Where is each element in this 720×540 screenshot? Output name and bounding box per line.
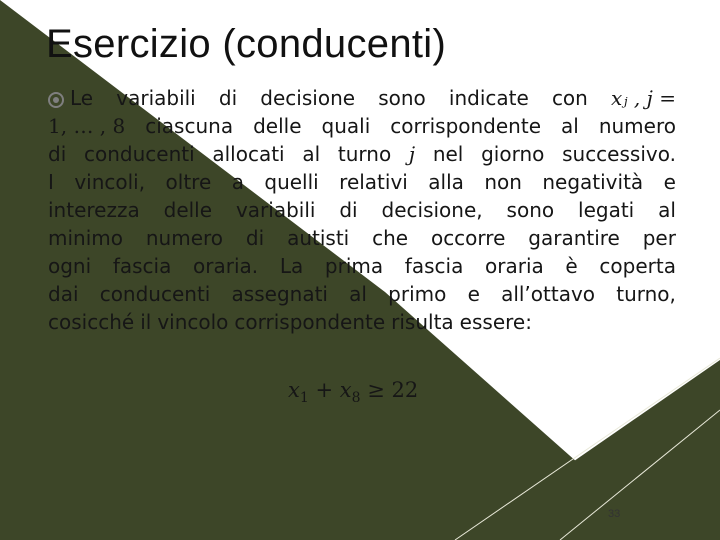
word: di (218, 86, 238, 110)
word: essere: (459, 310, 532, 334)
word: variabili (235, 198, 316, 222)
word: occorre (430, 226, 506, 250)
word: vincoli, (74, 170, 146, 194)
math-variable: xⱼ , j = (611, 86, 676, 110)
word: assegnati (231, 282, 328, 306)
slide-title: Esercizio (conducenti) (46, 22, 447, 66)
word: sono (506, 198, 555, 222)
word: oraria (485, 254, 544, 278)
equation-subscript: 1 (299, 390, 309, 407)
word: che (372, 226, 409, 250)
word: Le (70, 86, 94, 110)
word: e (467, 282, 480, 306)
word: al (658, 198, 676, 222)
word: al (349, 282, 367, 306)
paragraph-line (48, 224, 676, 252)
word: coperta (599, 254, 676, 278)
word: numero (598, 114, 676, 138)
word: successivo. (562, 142, 676, 166)
word: e (663, 170, 676, 194)
word: fascia (404, 254, 464, 278)
word: per (642, 226, 676, 250)
word: La (279, 254, 304, 278)
math-variable: j (408, 142, 416, 166)
word: variabili (116, 86, 196, 110)
word: quelli (264, 170, 319, 194)
word: al (561, 114, 579, 138)
word: interezza (48, 198, 140, 222)
paragraph-line (48, 280, 676, 308)
equation-subscript: 8 (351, 390, 361, 407)
word: è (565, 254, 578, 278)
word: relativi (339, 170, 408, 194)
word: delle (163, 198, 213, 222)
paragraph-line (48, 168, 676, 196)
word: cosicché (48, 310, 135, 334)
word: minimo (48, 226, 123, 250)
word: decisione, (381, 198, 483, 222)
word: ogni (48, 254, 92, 278)
word: di (48, 142, 67, 166)
word: al (302, 142, 321, 166)
equation-relation: ≥ (367, 378, 385, 402)
word: numero (145, 226, 224, 250)
word: oltre (165, 170, 212, 194)
word: vincolo (157, 310, 229, 334)
word: nel (432, 142, 464, 166)
word: corrispondente (390, 114, 541, 138)
word: all’ottavo (501, 282, 596, 306)
word: ciascuna (145, 114, 234, 138)
paragraph-line (48, 112, 676, 140)
page-number: 33 (608, 508, 621, 520)
word: indicate (448, 86, 529, 110)
word: turno (337, 142, 392, 166)
equation-variable: x (288, 378, 300, 402)
word: oraria. (193, 254, 259, 278)
word: non (484, 170, 522, 194)
word: decisione (260, 86, 356, 110)
word: il (140, 310, 152, 334)
word: prima (324, 254, 384, 278)
word: garantire (528, 226, 620, 250)
word: con (551, 86, 588, 110)
word: negatività (542, 170, 644, 194)
word: fascia (112, 254, 172, 278)
word: risulta (391, 310, 454, 334)
word: corrispondente (234, 310, 386, 334)
word: quali (321, 114, 371, 138)
word: allocati (212, 142, 285, 166)
word: giorno (481, 142, 545, 166)
paragraph-line (48, 252, 676, 280)
paragraph-line (48, 196, 676, 224)
word: primo (388, 282, 447, 306)
paragraph-line (48, 140, 676, 168)
math-range: 1, … , 8 (48, 114, 126, 138)
word: a (231, 170, 244, 194)
equation-rhs: 22 (391, 378, 419, 402)
word: dai (48, 282, 79, 306)
word: sono (378, 86, 426, 110)
word: di (339, 198, 358, 222)
equation-operator: + (315, 378, 334, 402)
word: di (245, 226, 265, 250)
equation-variable: x (339, 378, 352, 402)
word: conducenti (83, 142, 195, 166)
paragraph-line (48, 308, 676, 336)
word: conducenti (99, 282, 211, 306)
word: legati (578, 198, 635, 222)
word: autisti (287, 226, 350, 250)
paragraph-line (48, 84, 676, 112)
word: delle (253, 114, 302, 138)
word: I (48, 170, 54, 194)
word: turno, (616, 282, 676, 306)
word: alla (428, 170, 464, 194)
constraint-equation (288, 378, 418, 406)
